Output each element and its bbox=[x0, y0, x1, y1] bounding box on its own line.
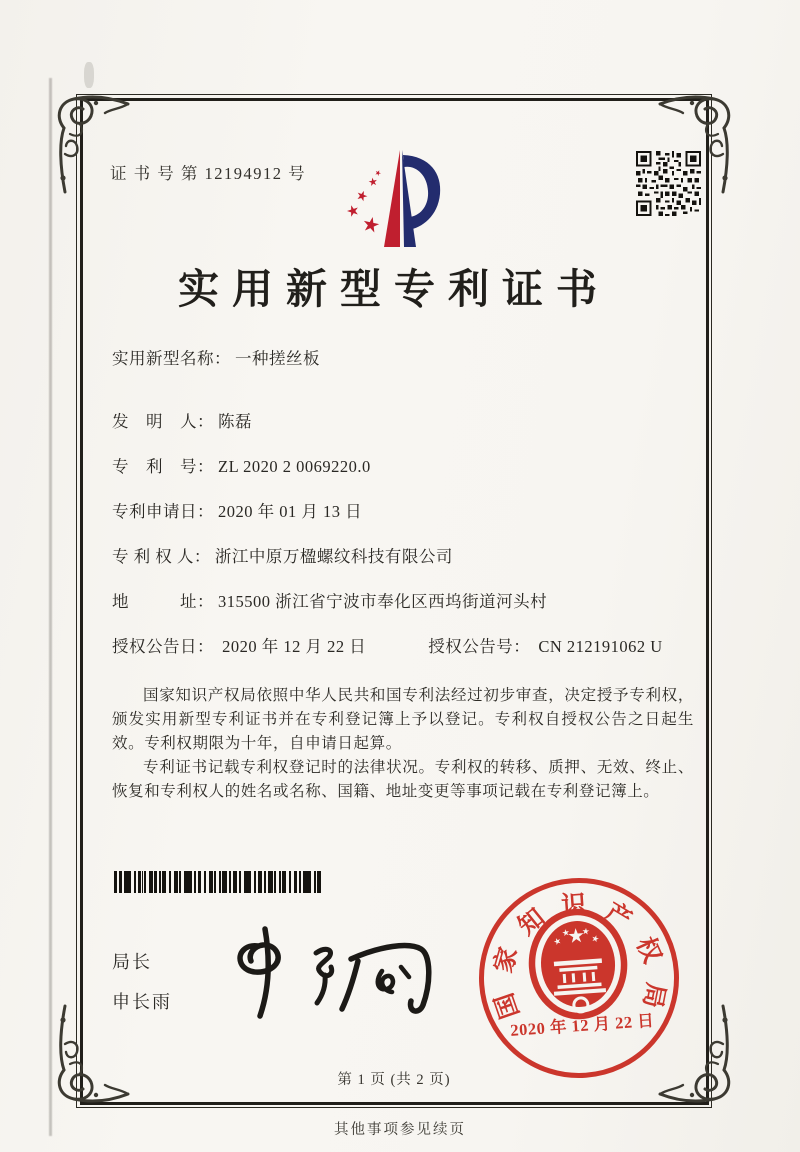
seal-char: 国 bbox=[490, 989, 525, 1022]
field-name bbox=[112, 346, 697, 372]
official-seal bbox=[470, 869, 688, 1087]
field-value: 一种搓丝板 bbox=[235, 349, 320, 368]
field-label: 专 利 权 人： bbox=[112, 547, 211, 566]
field-address bbox=[112, 589, 697, 615]
scan-artifact-smudge bbox=[84, 62, 94, 88]
grant-date-pair bbox=[112, 634, 366, 660]
grant-no-pair bbox=[428, 634, 662, 660]
field-value: 浙江中原万楹螺纹科技有限公司 bbox=[214, 547, 453, 566]
seal-char: 知 bbox=[513, 903, 550, 941]
legal-paragraph-2: 专利证书记载专利权登记时的法律状况。专利权的转移、质押、无效、终止、恢复和专利权人的姓名或名称、国籍、地址变更等事项记载在专利登记簿上。 bbox=[112, 759, 694, 800]
continuation-note: 其他事项参见续页 bbox=[334, 1122, 466, 1138]
certificate-fields bbox=[112, 346, 697, 660]
signature-icon bbox=[228, 922, 438, 1022]
field-grant-row bbox=[112, 634, 697, 660]
field-label: 专利申请日： bbox=[112, 502, 214, 521]
field-value: 2020 年 01 月 13 日 bbox=[218, 502, 363, 521]
certificate-title: 实用新型专利证书 bbox=[178, 266, 610, 312]
seal-char: 权 bbox=[630, 933, 666, 968]
field-value: ZL 2020 2 0069220.0 bbox=[218, 457, 371, 476]
field-label: 专 利 号： bbox=[112, 457, 214, 476]
field-label: 授权公告日： bbox=[112, 637, 214, 656]
field-filing-date bbox=[112, 499, 697, 525]
legal-paragraph-1: 国家知识产权局依照中华人民共和国专利法经过初步审查，决定授予专利权，颁发实用新型专利证书并在专利登记簿上予以登记。专利权自授权公告之日起生效。专利权期限为十年，自申请日起算。 bbox=[112, 687, 694, 752]
field-label: 实用新型名称： bbox=[112, 349, 231, 368]
page-number: 第 1 页 (共 2 页) bbox=[337, 1072, 451, 1088]
field-inventor bbox=[112, 409, 697, 435]
field-label: 地 址： bbox=[112, 592, 214, 611]
officer-name: 申长雨 bbox=[112, 992, 172, 1012]
field-value: CN 212191062 U bbox=[538, 637, 663, 656]
seal-date: 2020 年 12 月 22 日 bbox=[509, 1010, 655, 1040]
barcode bbox=[114, 871, 321, 893]
cnipa-logo-icon bbox=[342, 146, 446, 252]
field-value: 陈磊 bbox=[218, 412, 252, 431]
seal-char: 识 bbox=[560, 891, 588, 921]
field-value: 315500 浙江省宁波市奉化区西坞街道河头村 bbox=[218, 592, 548, 611]
field-value: 2020 年 12 月 22 日 bbox=[222, 637, 367, 656]
field-label: 发 明 人： bbox=[112, 412, 214, 431]
seal-char: 产 bbox=[600, 898, 636, 935]
officer-title: 局长 bbox=[112, 952, 152, 972]
field-patent-no bbox=[112, 454, 697, 480]
seal-char: 家 bbox=[490, 944, 524, 976]
qr-code bbox=[636, 151, 701, 216]
field-label: 授权公告号： bbox=[428, 637, 531, 656]
seal-char: 局 bbox=[637, 980, 669, 1011]
legal-text bbox=[112, 684, 694, 804]
officer-block bbox=[112, 942, 172, 1022]
certificate-number: 证 书 号 第 12194912 号 bbox=[110, 164, 307, 183]
field-patentee bbox=[112, 544, 697, 570]
scan-artifact-line bbox=[49, 78, 52, 1136]
